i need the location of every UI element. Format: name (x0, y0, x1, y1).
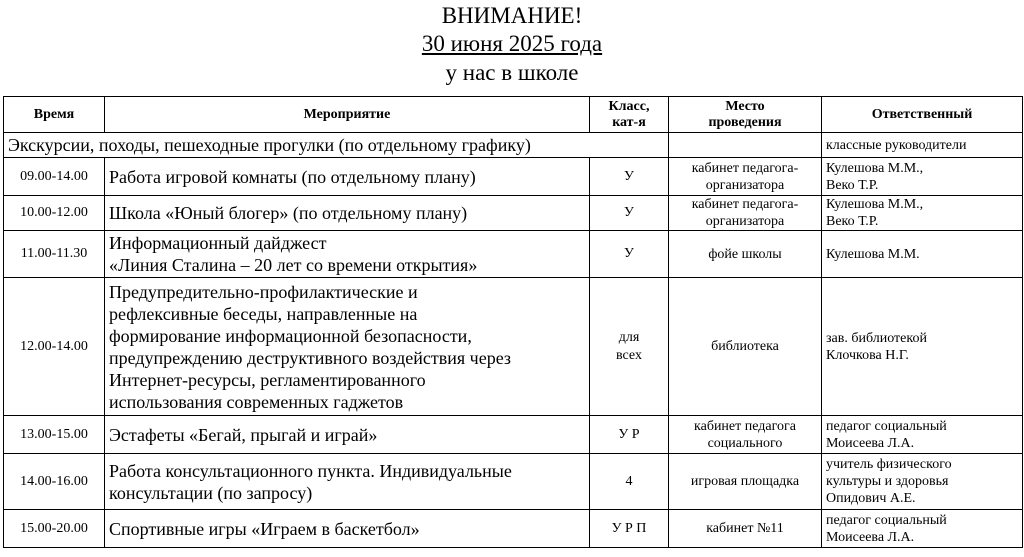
table-header-row (4, 97, 1023, 133)
table-row (4, 158, 1023, 196)
schedule-table (3, 96, 1023, 548)
general-empty-cell (669, 133, 822, 158)
place-cell-line: кабинет педагога- (691, 197, 799, 212)
event-cell (105, 278, 590, 416)
place-cell (669, 416, 822, 454)
event-cell-line: «Линия Сталина – 20 лет со времени открытия» (109, 255, 478, 275)
col-header-class (590, 97, 669, 133)
class-cell-line: для (618, 329, 640, 345)
event-cell-line: Информационный дайджест (109, 233, 327, 253)
table-row (4, 416, 1023, 454)
general-event-cell: Экскурсии, походы, пешеходные прогулки (по отдельному графику) (4, 133, 669, 158)
responsible-cell (822, 510, 1023, 548)
time-cell: 10.00-12.00 (4, 196, 105, 231)
time-cell: 14.00-16.00 (4, 454, 105, 510)
place-cell (669, 278, 822, 416)
event-cell-line: консультации (по запросу) (109, 482, 313, 503)
time-cell: 15.00-20.00 (4, 510, 105, 548)
table-row-general (4, 133, 1023, 158)
class-cell (590, 454, 669, 510)
responsible-cell-line: Веко Т.Р. (826, 214, 879, 229)
class-cell (590, 158, 669, 196)
notice-subtitle: у нас в школе (445, 60, 579, 85)
responsible-cell-line: Клочкова Н.Г. (826, 347, 909, 363)
place-cell-line: библиотека (711, 339, 779, 354)
general-responsible-cell: классные руководители (822, 133, 1023, 158)
responsible-cell (822, 278, 1023, 416)
class-cell (590, 416, 669, 454)
responsible-cell-line: зав. библиотекой (826, 330, 927, 346)
place-cell (669, 196, 822, 231)
responsible-cell-line: педагог социальный (826, 418, 947, 434)
responsible-cell-line: Кулешова М.М., (826, 160, 924, 176)
table-row (4, 196, 1023, 231)
responsible-cell-line: Моисеева Л.А. (826, 435, 915, 451)
place-cell-line: игровая площадка (690, 474, 800, 489)
event-cell (105, 158, 590, 196)
class-cell-line: всех (616, 347, 642, 363)
place-cell-line: кабинет педагога- (691, 160, 799, 176)
class-cell (590, 510, 669, 548)
class-cell-line: У (624, 205, 634, 220)
col-header-place-line: проведения (708, 114, 782, 130)
event-cell (105, 416, 590, 454)
responsible-cell (822, 158, 1023, 196)
event-cell-line: Эстафеты «Бегай, прыгай и играй» (109, 424, 378, 445)
place-cell (669, 454, 822, 510)
time-cell: 12.00-14.00 (4, 278, 105, 416)
table-row (4, 231, 1023, 278)
class-cell (590, 196, 669, 231)
place-cell (669, 510, 822, 548)
table-row (4, 510, 1023, 548)
notice-date: 30 июня 2025 года (421, 31, 603, 56)
place-cell-line: организатора (705, 177, 785, 193)
place-cell-line: фойе школы (708, 246, 782, 262)
class-cell-line: У Р П (611, 520, 647, 536)
class-cell-line: У Р (618, 426, 640, 442)
time-cell: 09.00-14.00 (4, 158, 105, 196)
event-cell (105, 196, 590, 231)
place-cell-line: кабинет №11 (706, 521, 784, 536)
responsible-cell-line: культуры и здоровья (826, 474, 949, 489)
responsible-cell (822, 416, 1023, 454)
event-cell (105, 510, 590, 548)
responsible-cell-line: Кулешова М.М., (826, 197, 924, 212)
place-cell (669, 158, 822, 196)
class-cell-line: 4 (625, 473, 633, 489)
col-header-class-line: Класс, (608, 98, 650, 114)
responsible-cell (822, 196, 1023, 231)
class-cell (590, 231, 669, 278)
place-cell-line: социального (707, 435, 783, 451)
table-row (4, 454, 1023, 510)
place-cell-line: кабинет педагога (694, 418, 796, 434)
responsible-cell-line: педагог социальный (826, 512, 947, 528)
col-header-class-line: кат-я (612, 114, 646, 130)
event-cell-line: Школа «Юный блогер» (по отдельному плану) (109, 203, 468, 223)
time-cell: 13.00-15.00 (4, 416, 105, 454)
responsible-cell-line: Кулешова М.М. (826, 246, 920, 262)
place-cell (669, 231, 822, 278)
event-cell-line: предупреждению деструктивного воздействия через (109, 347, 512, 368)
responsible-cell-line: Опидович А.Е. (826, 491, 916, 506)
event-cell (105, 454, 590, 510)
event-cell-line: Спортивные игры «Играем в баскетбол» (109, 518, 420, 539)
notice-title: ВНИМАНИЕ! (441, 3, 583, 28)
event-cell-line: Работа игровой комнаты (по отдельному плану) (109, 166, 476, 187)
col-header-place-line: Место (725, 98, 765, 114)
responsible-cell (822, 231, 1023, 278)
table-row (4, 278, 1023, 416)
col-header-place (669, 97, 822, 133)
col-header-responsible: Ответственный (822, 97, 1023, 133)
event-cell-line: Работа консультационного пункта. Индивидуальные (109, 460, 512, 481)
event-cell-line: Предупредительно-профилактические и (109, 281, 418, 302)
time-cell: 11.00-11.30 (4, 231, 105, 278)
class-cell (590, 278, 669, 416)
responsible-cell-line: учитель физического (826, 457, 952, 472)
event-cell-line: использования современных гаджетов (109, 391, 404, 412)
class-cell-line: У (624, 168, 634, 184)
event-cell-line: формирование информационной безопасности, (109, 325, 472, 346)
event-cell-line: Интернет-ресурсы, регламентированного (109, 369, 426, 390)
class-cell-line: У (624, 246, 634, 261)
col-header-time: Время (4, 97, 105, 133)
responsible-cell (822, 454, 1023, 510)
responsible-cell-line: Веко Т.Р. (826, 177, 879, 193)
event-cell (105, 231, 590, 278)
event-cell-line: рефлексивные беседы, направленные на (109, 303, 418, 324)
place-cell-line: организатора (705, 214, 785, 229)
responsible-cell-line: Моисеева Л.А. (826, 529, 915, 545)
col-header-event: Мероприятие (105, 97, 590, 133)
